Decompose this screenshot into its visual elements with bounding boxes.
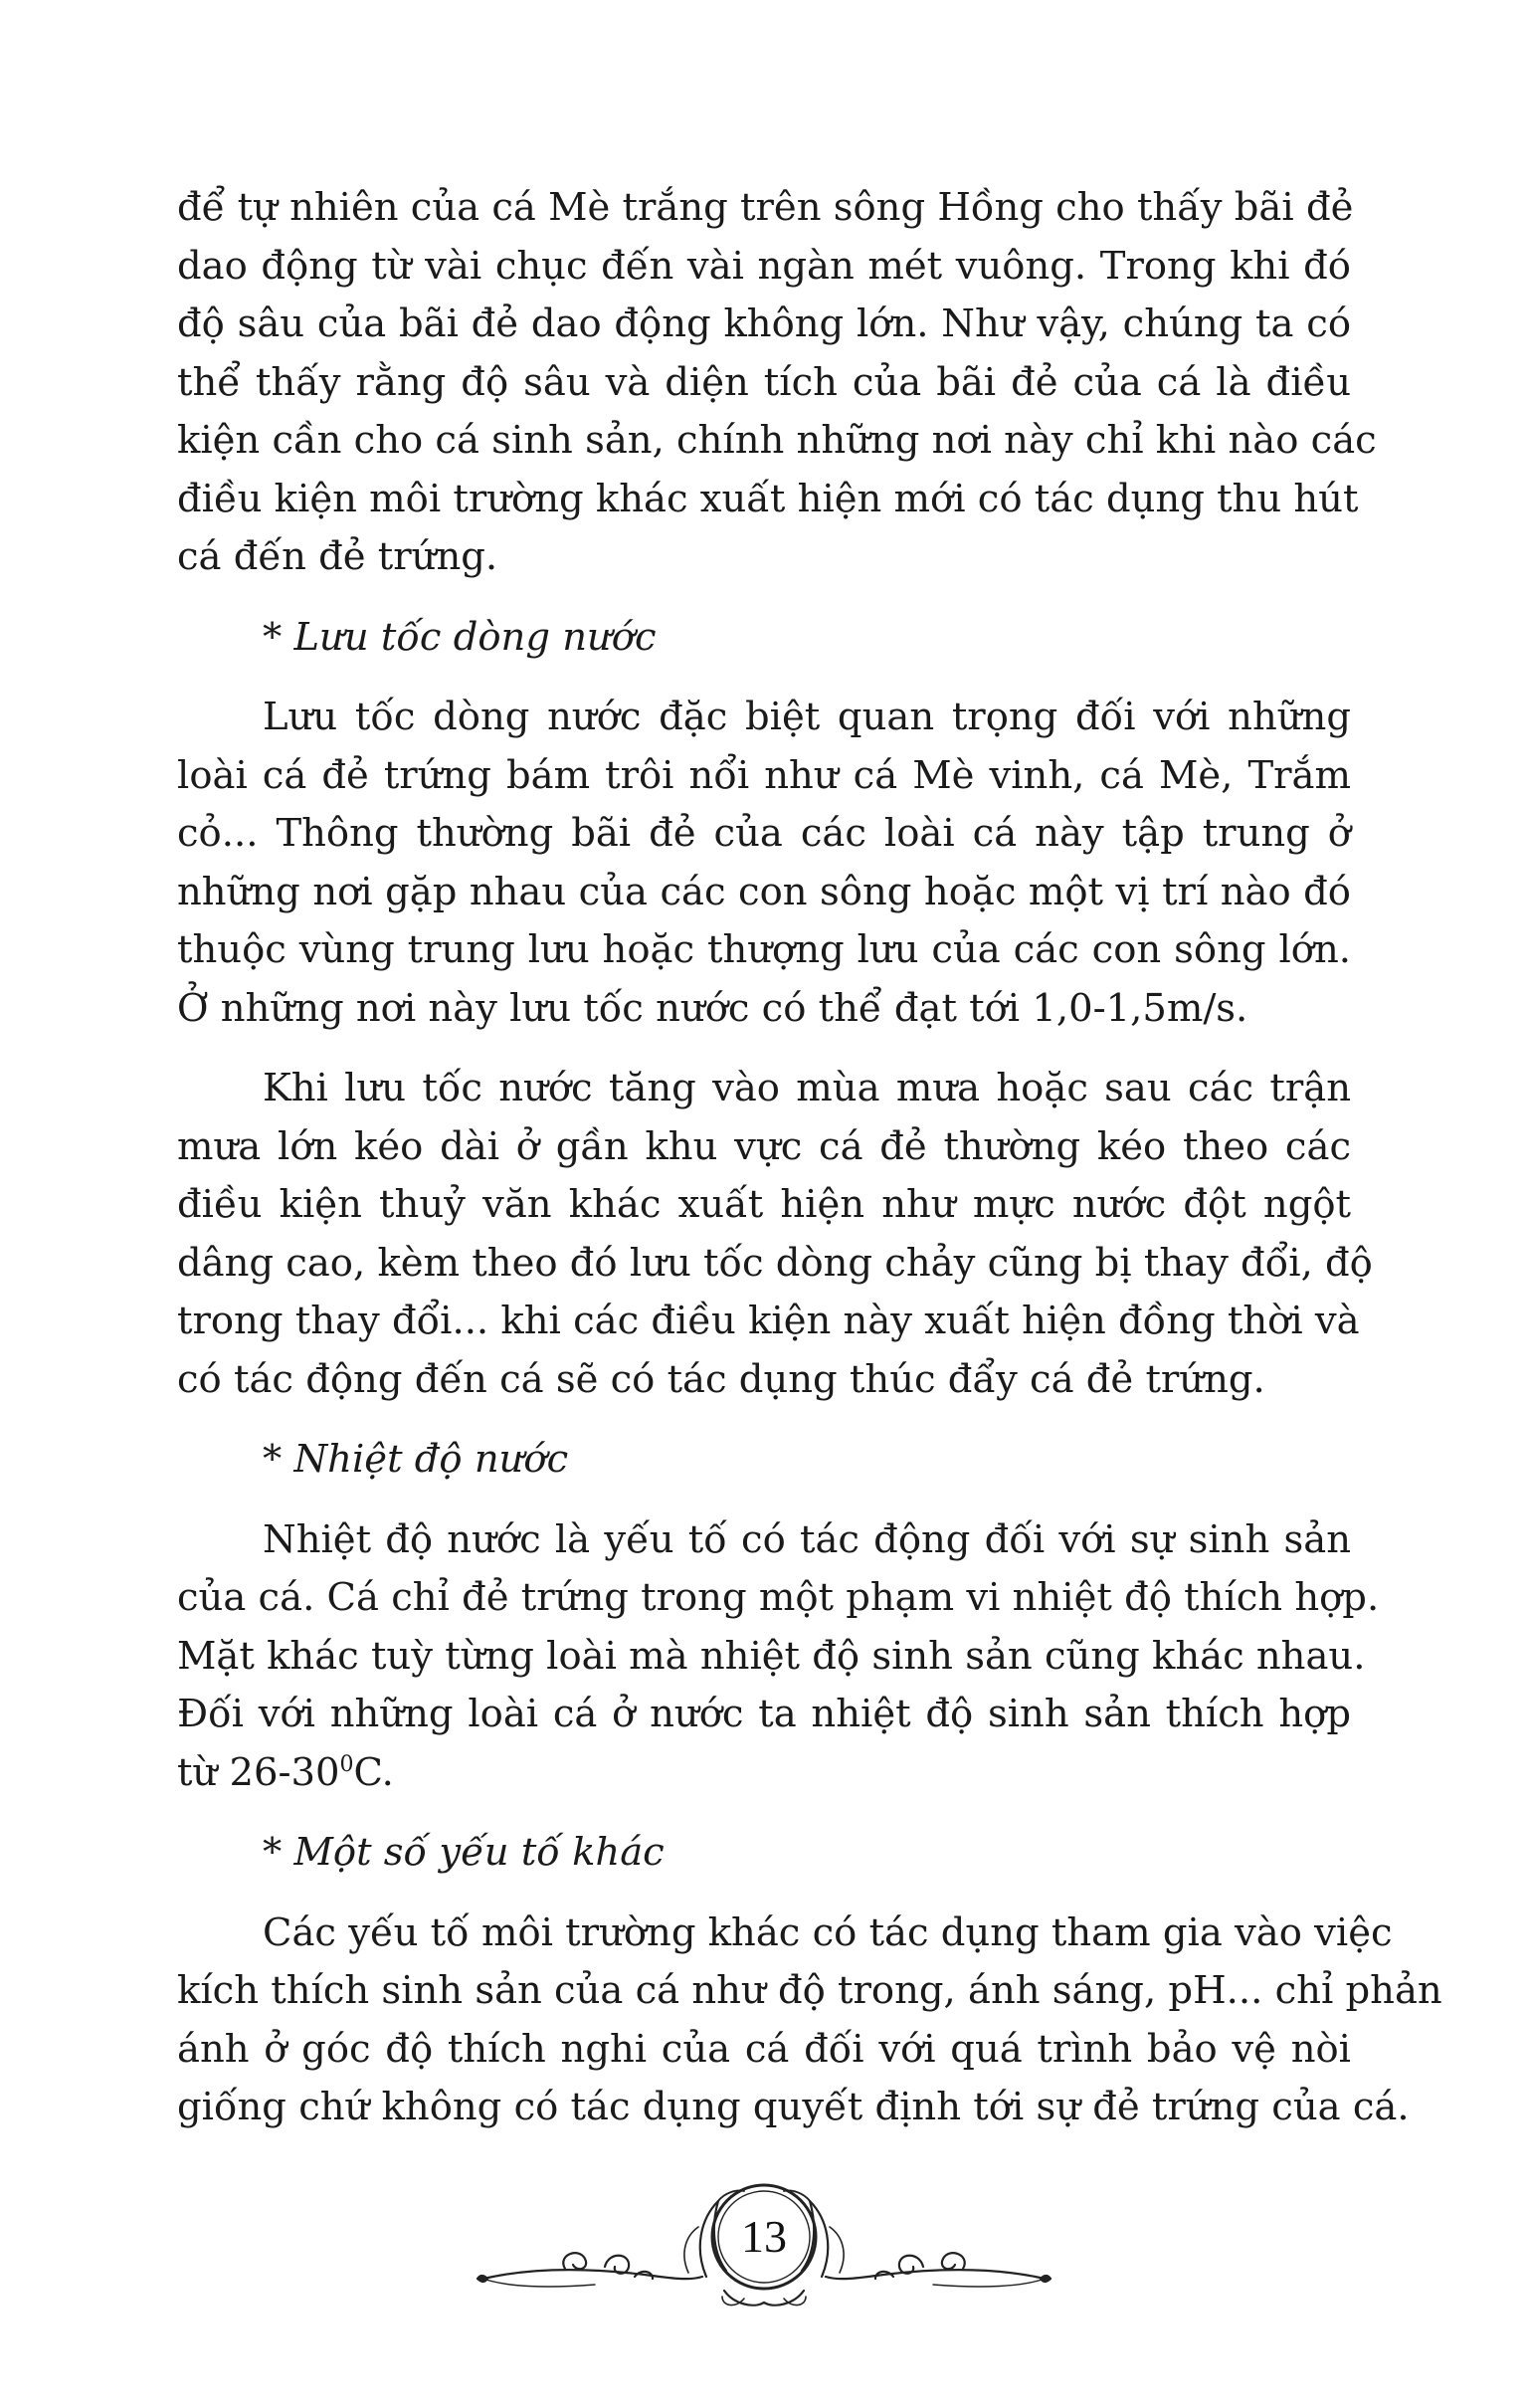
text-line: có tác động đến cá sẽ có tác dụng thúc đẩy cá đẻ trứng. — [177, 1356, 1265, 1402]
text-line: dâng cao, kèm theo đó lưu tốc dòng chảy cũng bị thay đổi, độ — [177, 1240, 1373, 1286]
page-body — [177, 179, 1442, 2137]
text-line: ánh ở góc độ thích nghi của cá đối với quá trình bảo vệ nòi — [177, 2026, 1351, 2072]
text-line: cỏ... Thông thường bãi đẻ của các loài cá này tập trung ở — [177, 811, 1351, 856]
text-line: giống chứ không có tác dụng quyết định tới sự đẻ trứng của cá. — [177, 2085, 1410, 2129]
text-line: điều kiện môi trường khác xuất hiện mới có tác dụng thu hút — [177, 476, 1359, 521]
text-line: Đối với những loài cá ở nước ta nhiệt độ sinh sản thích hợp — [177, 1692, 1351, 1736]
paragraph-flow-velocity — [177, 689, 1351, 1038]
text-line: của cá. Cá chỉ đẻ trứng trong một phạm vi nhiệt độ thích hợp. — [177, 1575, 1380, 1620]
text-line: Ở những nơi này lưu tốc nước có thể đạt tới 1,0-1,5m/s. — [177, 985, 1248, 1031]
temperature-suffix: C. — [353, 1749, 394, 1795]
text-line: Các yếu tố môi trường khác có tác dụng tham gia vào việc — [263, 1909, 1393, 1955]
page-footer — [476, 2159, 1052, 2328]
text-line: loài cá đẻ trứng bám trôi nổi như cá Mè vinh, cá Mè, Trắm — [177, 752, 1351, 798]
degree-superscript: 0 — [339, 1751, 354, 1777]
section-heading-other-factors: * Một số yếu tố khác — [263, 1830, 665, 1875]
text-line: Khi lưu tốc nước tăng vào mùa mưa hoặc sau các trận — [263, 1066, 1351, 1110]
text-line: thể thấy rằng độ sâu và diện tích của bãi đẻ của cá là điều — [177, 359, 1351, 405]
text-line: những nơi gặp nhau của các con sông hoặc một vị trí nào đó — [177, 869, 1351, 914]
text-line: thuộc vùng trung lưu hoặc thượng lưu của các con sông lớn. — [177, 927, 1351, 972]
paragraph-intro — [177, 179, 1377, 587]
text-line: để tự nhiên của cá Mè trắng trên sông Hồng cho thấy bãi đẻ — [177, 185, 1354, 230]
text-line: Lưu tốc dòng nước đặc biệt quan trọng đối với những — [263, 695, 1351, 739]
paragraph-other-factors — [177, 1905, 1442, 2137]
text-line: kiện cần cho cá sinh sản, chính những nơi này chỉ khi nào các — [177, 418, 1377, 463]
text-line: trong thay đổi... khi các điều kiện này xuất hiện đồng thời và — [177, 1299, 1360, 1343]
text-line: độ sâu của bãi đẻ dao động không lớn. Như vậy, chúng ta có — [177, 301, 1351, 346]
paragraph-water-temperature — [177, 1511, 1380, 1803]
page-number: 13 — [741, 2211, 787, 2262]
text-line: dao động từ vài chục đến vài ngàn mét vuông. Trong khi đó — [177, 243, 1351, 289]
text-line: Nhiệt độ nước là yếu tố có tác động đối với sự sinh sản — [263, 1516, 1351, 1562]
paragraph-rainy-season — [177, 1060, 1373, 1409]
text-line: kích thích sinh sản của cá như độ trong, ánh sáng, pH... chỉ phản — [177, 1968, 1442, 2013]
text-line: Mặt khác tuỳ từng loài mà nhiệt độ sinh sản cũng khác nhau. — [177, 1633, 1366, 1679]
text-line: mưa lớn kéo dài ở gần khu vực cá đẻ thường kéo theo các — [177, 1123, 1351, 1169]
section-heading-water-temperature: * Nhiệt độ nước — [263, 1437, 569, 1482]
text-line: cá đến đẻ trứng. — [177, 534, 498, 579]
text-line-temperature — [177, 1744, 1351, 1803]
section-heading-flow-velocity: * Lưu tốc dòng nước — [263, 614, 657, 660]
text-line: điều kiện thuỷ văn khác xuất hiện như mực nước đột ngột — [177, 1182, 1351, 1227]
temperature-prefix: từ 26-30 — [177, 1749, 340, 1795]
